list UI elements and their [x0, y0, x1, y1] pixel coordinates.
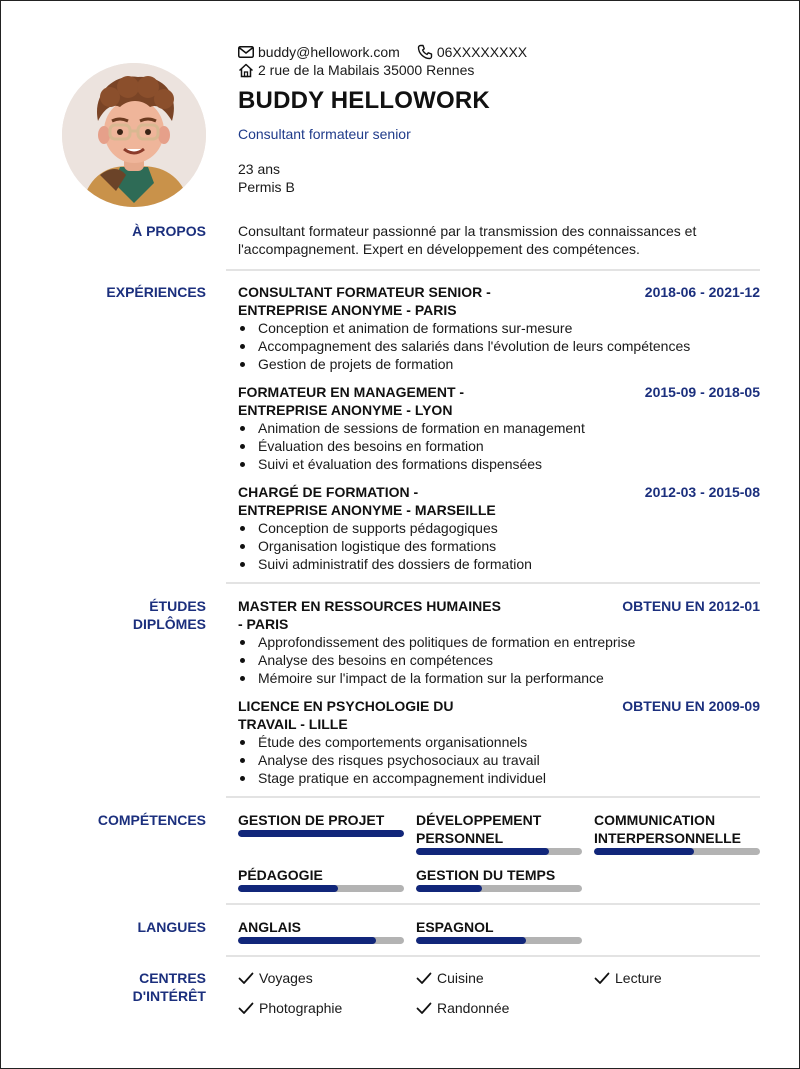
- skill-name-line: DÉVELOPPEMENT: [416, 812, 542, 828]
- entry-title: [238, 697, 508, 733]
- entry-bullets: [238, 519, 760, 573]
- education-entry: [238, 597, 760, 687]
- language-level-bar: [416, 937, 582, 944]
- age-text: 23 ans: [238, 161, 281, 177]
- divider: [226, 582, 760, 584]
- language-level-fill: [238, 937, 376, 944]
- bullet-item: Stage pratique en accompagnement individuel: [238, 769, 760, 787]
- divider: [226, 796, 760, 798]
- bullet-item: Étude des comportements organisationnels: [238, 733, 760, 751]
- interest-item: [416, 969, 484, 987]
- interest-label: Photographie: [259, 1000, 343, 1016]
- section-label-languages: LANGUES: [137, 919, 206, 935]
- entry-header: [238, 597, 760, 633]
- skill-item: [594, 811, 760, 855]
- skill-level-fill: [238, 830, 404, 837]
- skill-name: [594, 811, 760, 847]
- entry-title-line: MASTER EN RESSOURCES HUMAINES: [238, 598, 501, 614]
- skill-name: [416, 866, 582, 884]
- interest-item: [238, 969, 313, 987]
- skill-item: [238, 811, 404, 837]
- skill-name-line: GESTION DU TEMPS: [416, 867, 556, 883]
- address-text: 2 rue de la Mabilais 35000 Rennes: [258, 62, 475, 78]
- section-label-interests: [1, 969, 206, 1005]
- contact-info: [238, 43, 544, 79]
- divider: [226, 903, 760, 905]
- bullet-item: Suivi et évaluation des formations dispensées: [238, 455, 760, 473]
- skill-level-fill: [416, 848, 549, 855]
- interest-item: [594, 969, 662, 987]
- experience-entry: [238, 483, 760, 573]
- entry-bullets: [238, 633, 760, 687]
- phone-icon: [417, 44, 433, 60]
- section-label-experiences: EXPÉRIENCES: [106, 284, 206, 300]
- entry-title-line: FORMATEUR EN MANAGEMENT -: [238, 384, 465, 400]
- education-entry: [238, 697, 760, 787]
- entry-title-line: CONSULTANT FORMATEUR SENIOR -: [238, 284, 491, 300]
- job-title: Consultant formateur senior: [238, 126, 411, 142]
- entry-bullets: [238, 733, 760, 787]
- email-item[interactable]: [238, 44, 400, 60]
- skill-name-line: GESTION DE PROJET: [238, 812, 385, 828]
- entry-title: [238, 597, 508, 633]
- skill-level-bar: [416, 848, 582, 855]
- check-icon: [416, 972, 432, 985]
- about-line-1: Consultant formateur passionné par la transmission des connaissances et: [238, 223, 697, 239]
- skill-name-line: PERSONNEL: [416, 830, 504, 846]
- check-icon: [238, 972, 254, 985]
- entry-title-line: CHARGÉ DE FORMATION -: [238, 484, 419, 500]
- interest-item: [416, 999, 509, 1017]
- bullet-item: Animation de sessions de formation en management: [238, 419, 760, 437]
- bullet-item: Accompagnement des salariés dans l'évolution de leurs compétences: [238, 337, 760, 355]
- entry-title-line: ENTREPRISE ANONYME - MARSEILLE: [238, 502, 496, 518]
- bullet-item: Organisation logistique des formations: [238, 537, 760, 555]
- bullet-item: Mémoire sur l'impact de la formation sur la performance: [238, 669, 760, 687]
- interest-label: Randonnée: [437, 1000, 510, 1016]
- skill-level-fill: [416, 885, 482, 892]
- skill-level-bar: [416, 885, 582, 892]
- section-label-line: CENTRES: [139, 970, 206, 986]
- skill-item: [416, 866, 582, 892]
- full-name: BUDDY HELLOWORK: [238, 87, 490, 114]
- contact-line-1: [238, 43, 544, 61]
- license-text: Permis B: [238, 179, 295, 195]
- section-label-about: À PROPOS: [132, 223, 206, 239]
- entry-header: [238, 697, 760, 733]
- experience-entry: [238, 383, 760, 473]
- language-level-fill: [416, 937, 526, 944]
- entry-date: OBTENU EN 2012-01: [622, 598, 760, 614]
- section-label-skills: COMPÉTENCES: [97, 812, 206, 828]
- language-item: [416, 918, 582, 944]
- bullet-item: Analyse des risques psychosociaux au travail: [238, 751, 760, 769]
- language-name: ANGLAIS: [238, 919, 301, 935]
- bullet-item: Analyse des besoins en compétences: [238, 651, 760, 669]
- section-label-line: D'INTÉRÊT: [132, 988, 206, 1004]
- entry-title-line: ENTREPRISE ANONYME - PARIS: [238, 302, 457, 318]
- check-icon: [238, 1002, 254, 1015]
- language-name: ESPAGNOL: [416, 919, 494, 935]
- entry-header: [238, 283, 760, 319]
- entry-header: [238, 483, 760, 519]
- bullet-item: Approfondissement des politiques de formation en entreprise: [238, 633, 760, 651]
- entry-title-line: - PARIS: [238, 616, 289, 632]
- envelope-icon: [238, 46, 254, 58]
- experience-entry: [238, 283, 760, 373]
- entry-title-line: ENTREPRISE ANONYME - LYON: [238, 402, 453, 418]
- about-line-2: l'accompagnement. Expert en développement des compétences.: [238, 241, 640, 257]
- skill-name: [238, 866, 404, 884]
- entry-date: 2018-06 - 2021-12: [644, 284, 760, 300]
- skill-level-fill: [238, 885, 338, 892]
- avatar: [62, 63, 206, 207]
- language-item: [238, 918, 404, 944]
- bullet-item: Évaluation des besoins en formation: [238, 437, 760, 455]
- skill-name-line: COMMUNICATION: [594, 812, 716, 828]
- skill-item: [238, 866, 404, 892]
- entry-date: 2012-03 - 2015-08: [644, 484, 760, 500]
- interest-item: [238, 999, 342, 1017]
- check-icon: [594, 972, 610, 985]
- bullet-item: Gestion de projets de formation: [238, 355, 760, 373]
- address-item: [238, 62, 474, 78]
- interest-label: Cuisine: [437, 970, 484, 986]
- section-label-line: DIPLÔMES: [132, 616, 206, 632]
- skill-name-line: PÉDAGOGIE: [238, 867, 323, 883]
- bullet-item: Suivi administratif des dossiers de formation: [238, 555, 760, 573]
- about-text: [238, 222, 760, 258]
- interest-label: Lecture: [615, 970, 662, 986]
- language-level-bar: [238, 937, 404, 944]
- home-icon: [238, 63, 254, 78]
- skill-level-fill: [594, 848, 694, 855]
- divider: [226, 269, 760, 271]
- bullet-item: Conception de supports pédagogiques: [238, 519, 760, 537]
- section-label-line: ÉTUDES: [149, 598, 206, 614]
- skill-level-bar: [238, 885, 404, 892]
- entry-bullets: [238, 419, 760, 473]
- skill-name-line: INTERPERSONNELLE: [594, 830, 742, 846]
- check-icon: [416, 1002, 432, 1015]
- skill-level-bar: [238, 830, 404, 837]
- entry-title: [238, 283, 508, 319]
- entry-title-line: TRAVAIL - LILLE: [238, 716, 348, 732]
- personal-meta: [238, 160, 295, 196]
- entry-date: OBTENU EN 2009-09: [622, 698, 760, 714]
- entry-bullets: [238, 319, 760, 373]
- email-text: buddy@hellowork.com: [258, 44, 400, 60]
- phone-text: 06XXXXXXXX: [436, 44, 528, 60]
- skill-name: [238, 811, 404, 829]
- contact-line-2: [238, 61, 544, 79]
- interest-label: Voyages: [259, 970, 313, 986]
- skill-level-bar: [594, 848, 760, 855]
- entry-title-line: LICENCE EN PSYCHOLOGIE DU: [238, 698, 454, 714]
- skill-item: [416, 811, 582, 855]
- skill-name: [416, 811, 582, 847]
- divider: [226, 955, 760, 957]
- phone-item[interactable]: [417, 44, 527, 60]
- entry-date: 2015-09 - 2018-05: [644, 384, 760, 400]
- entry-title: [238, 383, 508, 419]
- entry-header: [238, 383, 760, 419]
- section-label-education: [1, 597, 206, 633]
- entry-title: [238, 483, 508, 519]
- bullet-item: Conception et animation de formations sur-mesure: [238, 319, 760, 337]
